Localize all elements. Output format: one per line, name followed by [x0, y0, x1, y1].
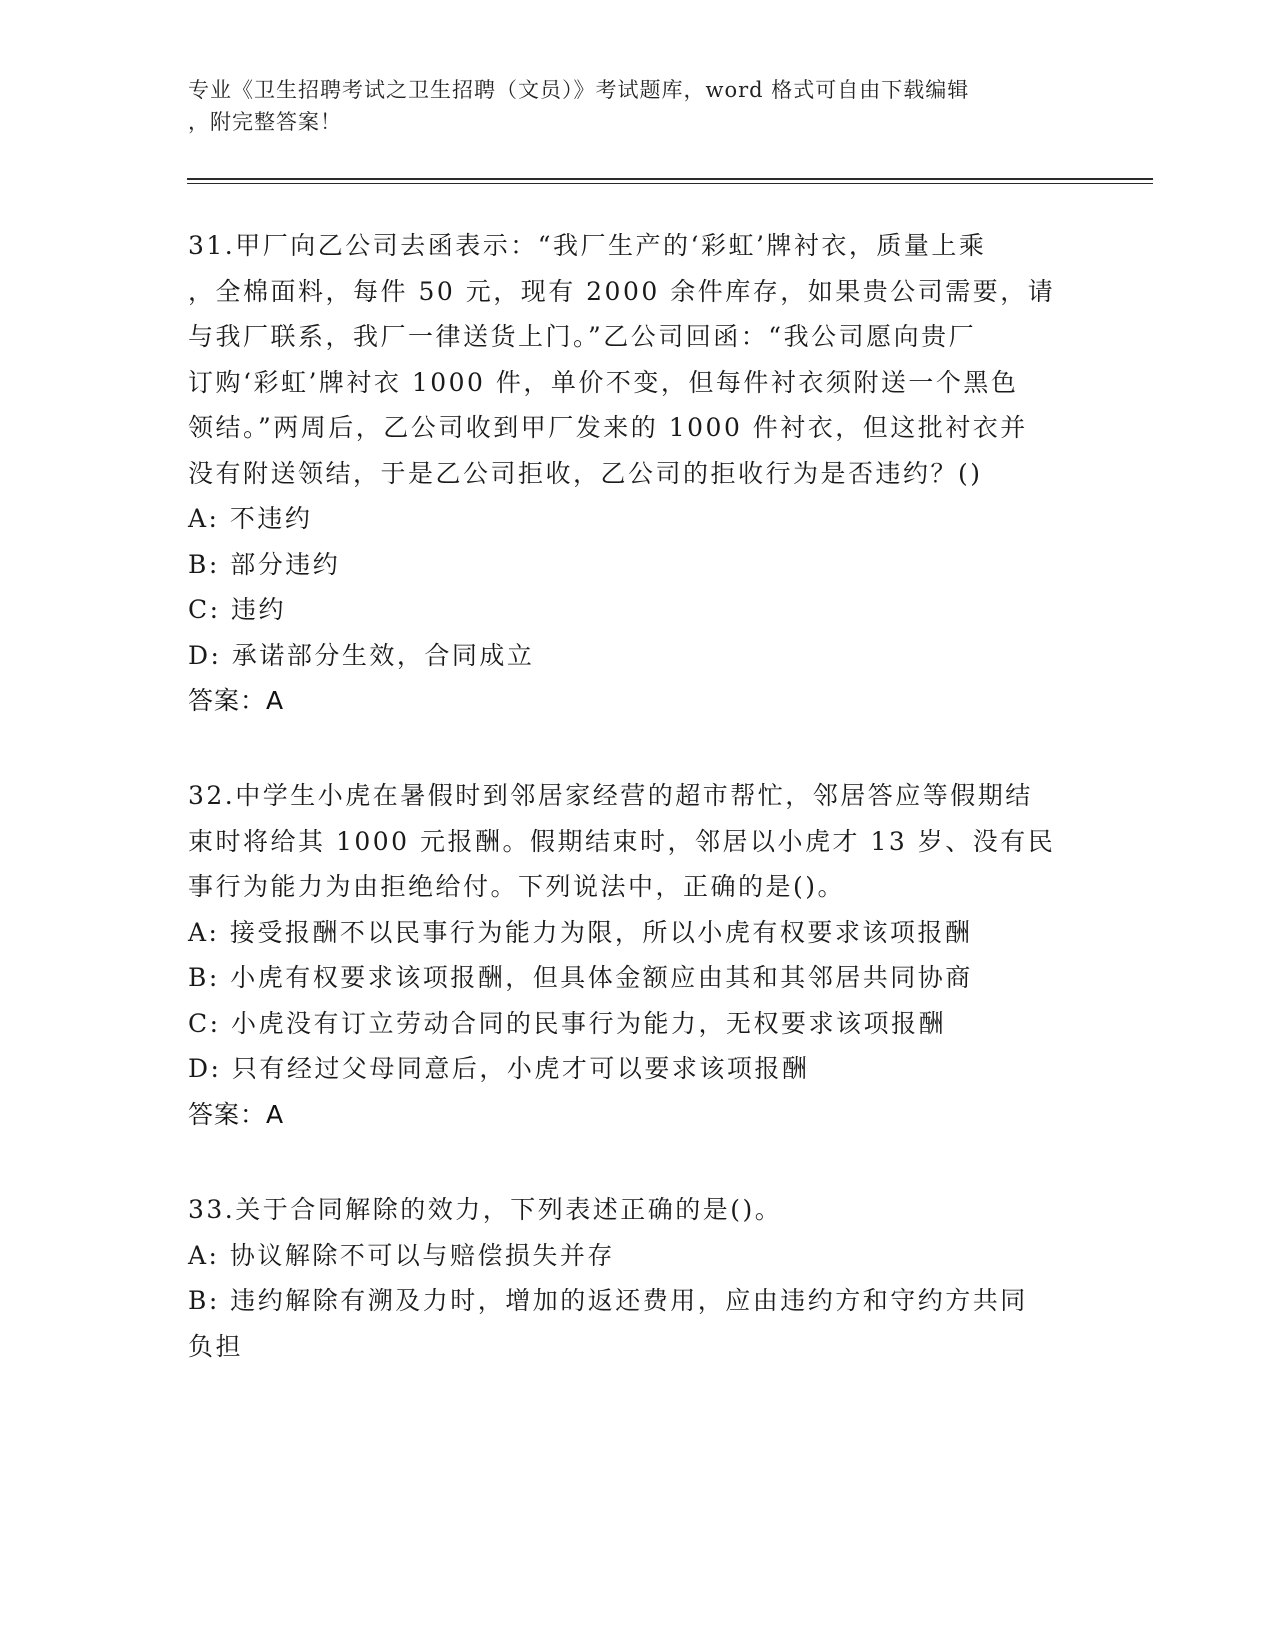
option-b: B: 违约解除有溯及力时，增加的返还费用，应由违约方和守约方共同 [188, 1286, 1028, 1315]
question-32 [188, 773, 1068, 1137]
question-stem-line: 订购‘彩虹’牌衬衣 1000 件，单价不变，但每件衬衣须附送一个黑色 [188, 367, 1019, 397]
option-c: C: 小虎没有订立劳动合同的民事行为能力，无权要求该项报酬 [188, 1008, 947, 1038]
question-stem-line: 33.关于合同解除的效力，下列表述正确的是()。 [188, 1195, 783, 1224]
answer-line: 答案：A [188, 1099, 285, 1129]
question-31 [188, 223, 1068, 724]
question-stem-line: 领结。”两周后，乙公司收到甲厂发来的 1000 件衬衣，但这批衬衣并 [188, 413, 1028, 442]
question-stem-line: 束时将给其 1000 元报酬。假期结束时，邻居以小虎才 13 岁、没有民 [188, 826, 1056, 856]
answer-line: 答案：A [188, 686, 285, 715]
header-line: 专业《卫生招聘考试之卫生招聘（文员）》考试题库，word 格式可自由下载编辑 [188, 78, 970, 102]
option-d: D: 承诺部分生效，合同成立 [188, 640, 535, 670]
option-a: A: 接受报酬不以民事行为能力为限，所以小虎有权要求该项报酬 [188, 917, 973, 947]
document-header [188, 74, 1068, 138]
question-stem-line: 没有附送领结，于是乙公司拒收，乙公司的拒收行为是否违约？() [188, 458, 983, 488]
question-stem-line: 与我厂联系，我厂一律送货上门。”乙公司回函：“我公司愿向贵厂 [188, 322, 977, 351]
header-line: ，附完整答案！ [188, 110, 342, 134]
question-stem-line: 事行为能力为由拒绝给付。下列说法中，正确的是()。 [188, 872, 846, 901]
header-divider-bottom [187, 183, 1153, 184]
option-c: C: 违约 [188, 595, 286, 624]
option-a: A: 协议解除不可以与赔偿损失并存 [188, 1240, 615, 1270]
header-divider-top [187, 178, 1153, 180]
question-33 [188, 1187, 1068, 1369]
question-stem-line: 32.中学生小虎在暑假时到邻居家经营的超市帮忙，邻居答应等假期结 [188, 781, 1033, 810]
option-b: B: 部分违约 [188, 549, 341, 579]
question-stem-line: 31.甲厂向乙公司去函表示：“我厂生产的‘彩虹’牌衬衣，质量上乘 [188, 231, 987, 260]
question-stem-line: ，全棉面料，每件 50 元，现有 2000 余件库存，如果贵公司需要，请 [188, 276, 1056, 306]
option-b: B: 小虎有权要求该项报酬，但具体金额应由其和其邻居共同协商 [188, 963, 973, 992]
option-b-continued: 负担 [188, 1331, 244, 1361]
option-a: A: 不违约 [188, 504, 313, 533]
option-d: D: 只有经过父母同意后，小虎才可以要求该项报酬 [188, 1054, 810, 1083]
